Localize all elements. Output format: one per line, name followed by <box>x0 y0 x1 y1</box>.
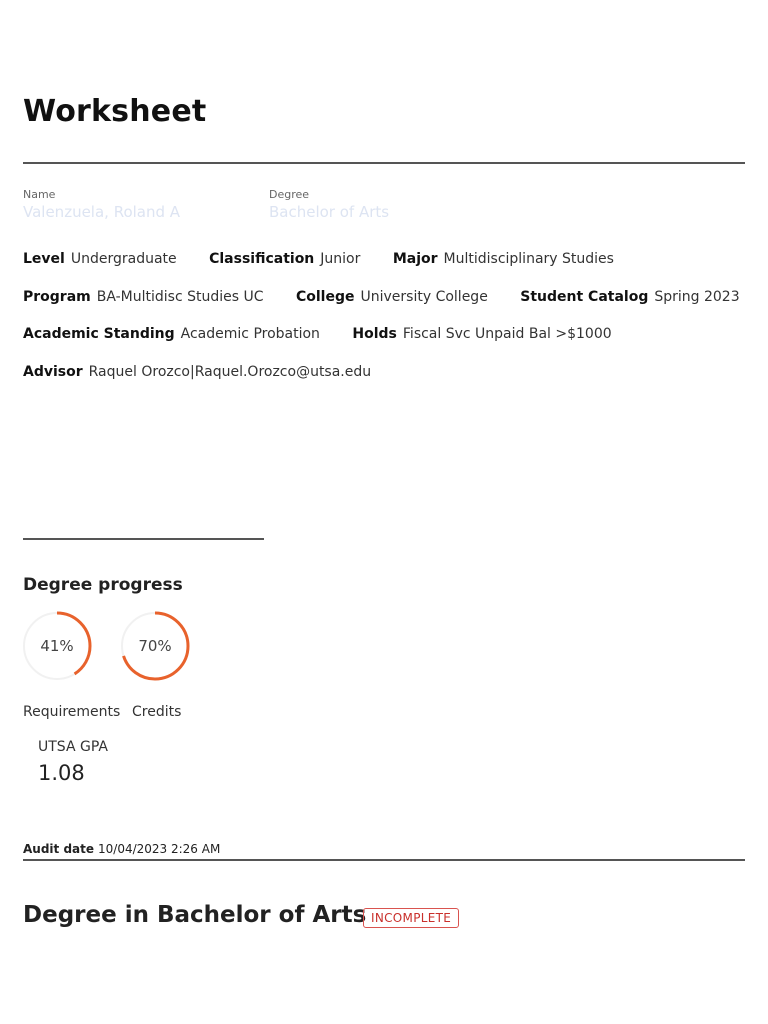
college-field <box>296 289 488 305</box>
degree-label: Degree <box>269 188 310 201</box>
status-badge: INCOMPLETE <box>363 908 459 928</box>
classification-field <box>209 251 360 267</box>
degree-value: Bachelor of Arts <box>269 203 390 221</box>
name-label: Name <box>23 188 56 201</box>
student-degree-block <box>269 188 389 221</box>
info-row-program <box>23 289 768 305</box>
credits-label: Credits <box>132 704 182 720</box>
credits-progress-ring <box>120 611 190 681</box>
catalog-value: Spring 2023 <box>654 289 740 305</box>
classification-value: Junior <box>320 251 361 267</box>
credits-percent: 70% <box>138 637 172 655</box>
program-value: BA-Multidisc Studies UC <box>96 289 264 305</box>
catalog-label: Student Catalog <box>520 289 649 305</box>
requirements-progress-ring <box>22 611 92 681</box>
degree-progress-title: Degree progress <box>23 575 183 595</box>
holds-field <box>352 326 611 342</box>
audit-divider <box>23 859 745 861</box>
level-value: Undergraduate <box>70 251 177 267</box>
degree-section-title: Degree in Bachelor of Arts <box>23 902 367 928</box>
major-field <box>393 251 614 267</box>
info-row-advisor <box>23 364 399 380</box>
info-row-standing <box>23 326 640 342</box>
catalog-field <box>520 289 739 305</box>
requirements-percent: 41% <box>40 637 74 655</box>
major-value: Multidisciplinary Studies <box>443 251 614 267</box>
standing-field <box>23 326 320 342</box>
college-label: College <box>295 289 355 305</box>
advisor-field <box>23 364 371 380</box>
gpa-value: 1.08 <box>38 761 85 785</box>
page-title: Worksheet <box>23 94 207 129</box>
audit-date-label: Audit date <box>23 842 95 856</box>
major-label: Major <box>392 251 438 267</box>
standing-value: Academic Probation <box>180 326 320 342</box>
program-label: Program <box>23 289 91 305</box>
advisor-label: Advisor <box>23 364 83 380</box>
program-field <box>23 289 264 305</box>
audit-date <box>23 842 220 856</box>
classification-label: Classification <box>209 251 315 267</box>
level-field <box>23 251 177 267</box>
header-divider <box>23 162 745 164</box>
advisor-value: Raquel Orozco|Raquel.Orozco@utsa.edu <box>88 364 372 380</box>
name-value: Valenzuela, Roland A <box>23 203 181 221</box>
standing-label: Academic Standing <box>23 326 175 342</box>
college-value: University College <box>360 289 488 305</box>
info-row-level <box>23 251 642 267</box>
audit-date-value: 10/04/2023 2:26 AM <box>98 842 221 856</box>
holds-value: Fiscal Svc Unpaid Bal >$1000 <box>402 326 612 342</box>
student-name-block <box>23 188 180 221</box>
level-label: Level <box>23 251 65 267</box>
section-divider <box>23 538 264 540</box>
requirements-label: Requirements <box>23 704 121 720</box>
gpa-label: UTSA GPA <box>38 739 108 755</box>
holds-label: Holds <box>352 326 397 342</box>
